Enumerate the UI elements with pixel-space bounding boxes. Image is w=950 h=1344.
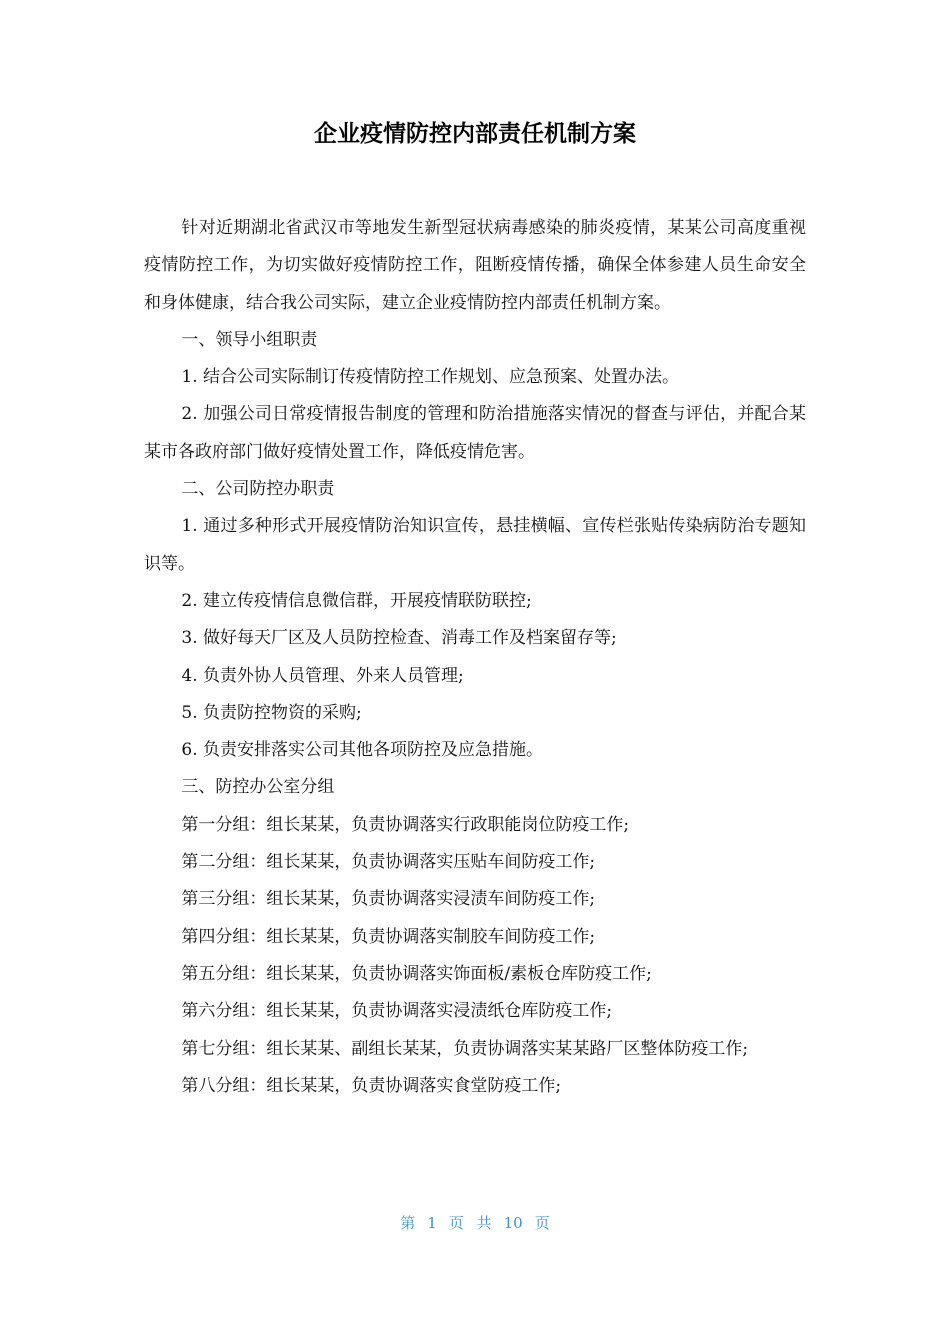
group-item: 第一分组：组长某某，负责协调落实行政职能岗位防疫工作; [181, 814, 630, 835]
group-item: 第七分组：组长某某、副组长某某，负责协调落实某某路厂区整体防疫工作; [181, 1038, 749, 1059]
list-item: 1. 通过多种形式开展疫情防治知识宣传，悬挂横幅、宣传栏张贴传染病防治专题知识等。 [144, 516, 806, 574]
section-heading-office: 二、公司防控办职责 [181, 479, 335, 500]
group-item: 第八分组：组长某某，负责协调落实食堂防疫工作; [181, 1075, 562, 1096]
group-item: 第六分组：组长某某，负责协调落实浸渍纸仓库防疫工作; [181, 1001, 613, 1022]
document-body [144, 210, 806, 1105]
list-item: 2. 建立传疫情信息微信群，开展疫情联防联控; [181, 590, 532, 611]
list-item: 2. 加强公司日常疫情报告制度的管理和防治措施落实情况的督查与评估，并配合某某市各政府部门做好疫情处置工作，降低疫情危害。 [144, 404, 806, 462]
group-item: 第五分组：组长某某，负责协调落实饰面板/素板仓库防疫工作; [181, 963, 652, 984]
group-item: 第二分组：组长某某，负责协调落实压贴车间防疫工作; [181, 852, 596, 873]
list-item: 1. 结合公司实际制订传疫情防控工作规划、应急预案、处置办法。 [181, 367, 680, 388]
section-heading-groups: 三、防控办公室分组 [181, 777, 335, 798]
footer-total-pages: 10 [503, 1214, 523, 1232]
list-item: 5. 负责防控物资的采购; [181, 702, 362, 723]
document-title: 企业疫情防控内部责任机制方案 [314, 121, 636, 147]
page-footer [0, 1211, 950, 1235]
list-item: 4. 负责外协人员管理、外来人员管理; [181, 665, 464, 686]
list-item: 3. 做好每天厂区及人员防控检查、消毒工作及档案留存等; [181, 628, 617, 649]
paragraph-intro: 针对近期湖北省武汉市等地发生新型冠状病毒感染的肺炎疫情，某某公司高度重视疫情防控工作，为切实做好疫情防控工作，阻断疫情传播，确保全体参建人员生命安全和身体健康，结合我公司实际，建立企业疫情防控内部责任机制方案。 [144, 218, 806, 313]
footer-current-page: 1 [427, 1214, 437, 1232]
footer-prefix: 第 [400, 1214, 416, 1232]
section-heading-leadership: 一、领导小组职责 [181, 329, 318, 350]
footer-middle: 页 共 [448, 1214, 492, 1232]
list-item: 6. 负责安排落实公司其他各项防控及应急措施。 [181, 740, 544, 761]
group-item: 第四分组：组长某某，负责协调落实制胶车间防疫工作; [181, 926, 596, 947]
group-item: 第三分组：组长某某，负责协调落实浸渍车间防疫工作; [181, 889, 596, 910]
footer-suffix: 页 [534, 1214, 550, 1232]
